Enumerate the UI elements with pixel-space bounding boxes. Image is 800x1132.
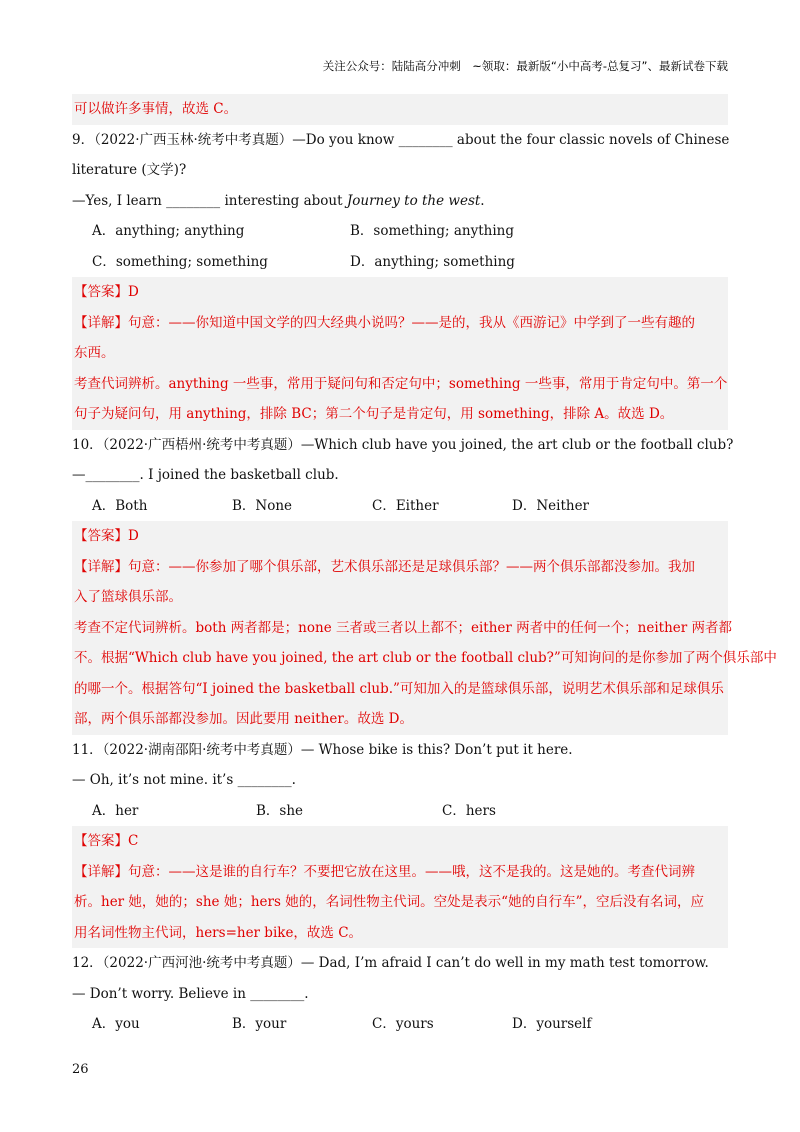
question-stem: 10．（2022·广西梧州·统考中考真题）—Which club have you joined, the art club or the football club? xyxy=(72,436,734,453)
answer-block xyxy=(72,521,777,735)
answer-detail: 的哪一个。根据答句“I joined the basketball club.”可知加入的是篮球俱乐部，说明艺术俱乐部和足球俱乐 xyxy=(74,680,724,697)
question-stem: — Oh, it’s not mine. it’s ________. xyxy=(72,772,296,788)
stem-text: —Yes, I learn ________ interesting about xyxy=(72,192,347,209)
question-stem: — Don’t worry. Believe in ________. xyxy=(72,985,309,1002)
option-b: B．your xyxy=(232,1016,287,1032)
option-c: C．yours xyxy=(372,1016,434,1032)
options-row xyxy=(72,1009,728,1040)
answer-detail: 入了篮球俱乐部。 xyxy=(74,589,182,605)
answer-detail: 【详解】句意：——你知道中国文学的四大经典小说吗？——是的，我从《西游记》中学到了一些有趣的 xyxy=(74,314,695,331)
page-content xyxy=(72,94,777,1040)
answer-block xyxy=(72,277,728,430)
answer-detail: 析。her 她，她的；she 她；hers 她的，名词性物主代词。空处是表示“她的自行车”，空后没有名词，应 xyxy=(74,894,704,910)
answer-detail: 【详解】句意：——这是谁的自行车？不要把它放在这里。——哦，这不是我的。这是她的。考查代词辨 xyxy=(74,863,695,880)
option-a: A．her xyxy=(92,802,139,819)
option-c: C．something; something xyxy=(92,253,268,270)
answer-detail: 用名词性物主代词，hers=her bike，故选 C。 xyxy=(74,924,363,941)
page-number: 26 xyxy=(72,1062,89,1077)
option-a: A．anything; anything xyxy=(92,223,245,239)
option-d: D．Neither xyxy=(512,497,590,514)
option-c: C．Either xyxy=(372,497,439,514)
question-stem: 9．（2022·广西玉林·统考中考真题）—Do you know ________ about the four classic novels of Chinese xyxy=(72,131,730,148)
option-a: A．you xyxy=(92,1016,140,1032)
stem-italic: Journey to the west xyxy=(346,192,481,209)
answer-detail: 考查不定代词辨析。both 两者都是；none 三者或三者以上都不；either 两者中的任何一个；neither 两者都 xyxy=(74,619,732,636)
option-b: B．something; anything xyxy=(350,223,515,239)
option-b: B．None xyxy=(232,497,293,514)
question-11 xyxy=(72,735,728,949)
question-stem: 11．（2022·湖南邵阳·统考中考真题）— Whose bike is this? Don’t put it here. xyxy=(72,741,573,758)
prev-tail-text: 可以做许多事情，故选 C。 xyxy=(74,101,238,117)
answer-key: 【答案】D xyxy=(74,284,139,300)
answer-key: 【答案】D xyxy=(74,528,139,544)
answer-detail: 不。根据“Which club have you joined, the art club or the football club?”可知询问的是你参加了两个俱乐部中 xyxy=(74,650,777,666)
options-row xyxy=(72,247,728,278)
answer-key: 【答案】C xyxy=(74,833,139,849)
question-10 xyxy=(72,430,777,735)
page-header: 关注公众号：陆陆高分冲刺 ~领取：最新版“小中高考-总复习”、最新试卷下载 xyxy=(322,59,728,73)
options-row xyxy=(72,491,728,522)
question-stem xyxy=(72,186,728,217)
option-b: B．she xyxy=(256,802,304,819)
answer-detail: 东西。 xyxy=(74,345,115,361)
option-a: A．Both xyxy=(92,497,148,514)
prev-answer-tail xyxy=(72,94,728,125)
answer-detail: 考查代词辨析。anything 一些事，常用于疑问句和否定句中；something 一些事，常用于肯定句中。第一个 xyxy=(74,375,728,392)
answer-detail: 【详解】句意：——你参加了哪个俱乐部，艺术俱乐部还是足球俱乐部？——两个俱乐部都没参加。我加 xyxy=(74,558,695,575)
option-c: C．hers xyxy=(442,802,496,819)
answer-detail: 部，两个俱乐部都没参加。因此要用 neither。故选 D。 xyxy=(74,711,413,727)
option-d: D．anything; something xyxy=(350,253,515,270)
question-stem: literature (文学)? xyxy=(72,162,187,178)
options-row xyxy=(72,796,728,827)
answer-block xyxy=(72,826,728,948)
question-9 xyxy=(72,125,728,430)
question-12 xyxy=(72,948,728,1040)
question-stem: —________. I joined the basketball club. xyxy=(72,467,339,483)
answer-detail: 句子为疑问句，用 anything，排除 BC；第二个句子是肯定句，用 something，排除 A。故选 D。 xyxy=(74,406,674,422)
stem-text: . xyxy=(480,192,485,209)
question-stem: 12．（2022·广西河池·统考中考真题）— Dad, I’m afraid I can’t do well in my math test tomorrow. xyxy=(72,955,709,971)
options-row xyxy=(72,216,728,247)
option-d: D．yourself xyxy=(512,1016,592,1032)
